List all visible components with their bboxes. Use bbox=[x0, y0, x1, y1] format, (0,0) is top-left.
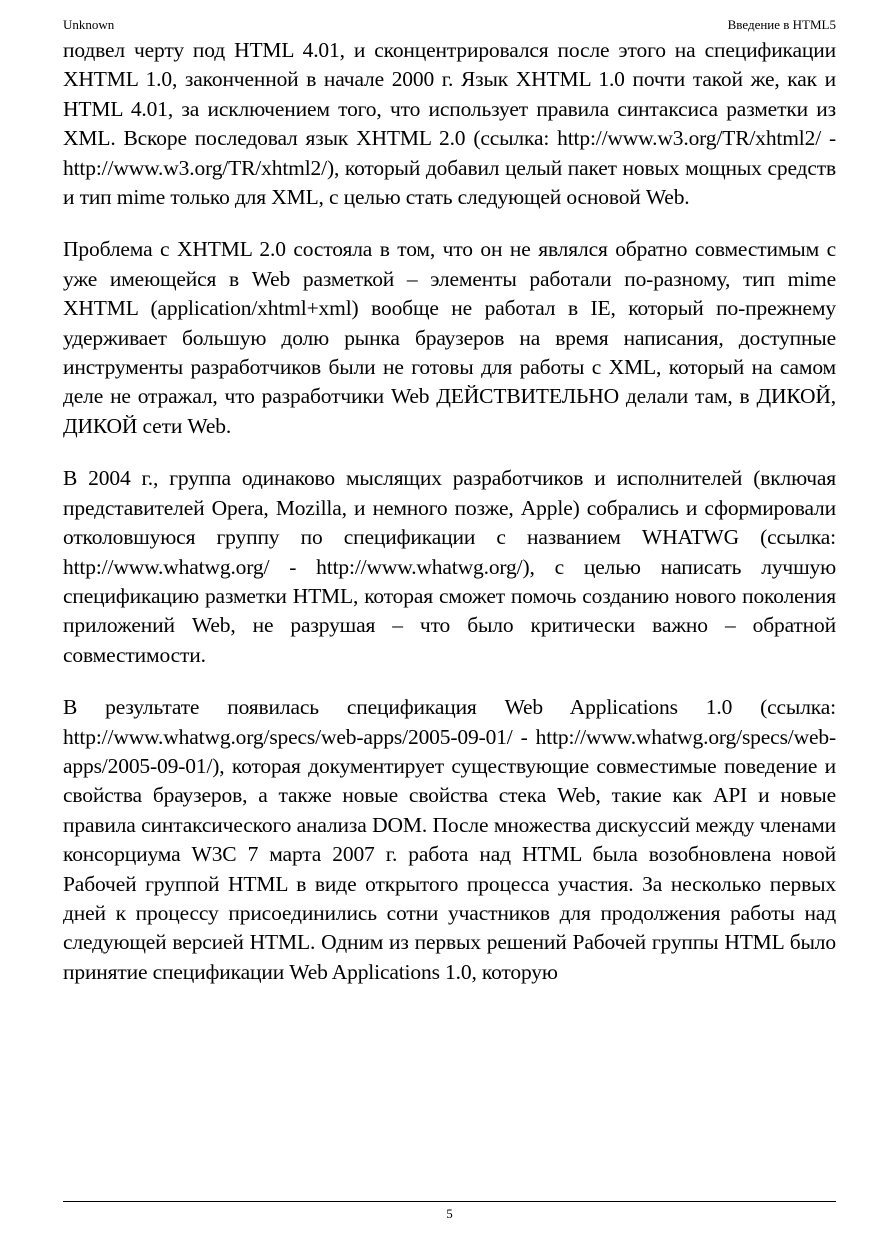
page-header bbox=[63, 16, 836, 34]
document-body bbox=[63, 36, 836, 1010]
header-title: Введение в HTML5 bbox=[727, 17, 836, 32]
paragraph-xhtml-history: подвел черту под HTML 4.01, и сконцентрировался после этого на спецификации XHTML 1.0, законченной в начале 2000 г. Язык XHTML 1.0 почти такой же, как и HTML 4.01, за исключением того, что использует правила синтаксиса разметки из XML. Вскоре последовал язык XHTML 2.0 (ссылка: http://www.w3.org/TR/xhtml2/ - http://www.w3.org/TR/xhtml2/), который добавил целый пакет новых мощных средств и тип mime только для XML, с целью стать следующей основой Web. bbox=[63, 38, 836, 210]
footer-divider bbox=[63, 1201, 836, 1202]
paragraph-xhtml2-problem: Проблема с XHTML 2.0 состояла в том, что он не являлся обратно совместимым с уже имеющейся в Web разметкой – элементы работали по-разному, тип mime XHTML (application/xhtml+xml) вообще не работал в IE, который по-прежнему удерживает большую долю рынка браузеров на время написания, доступные инструменты разработчиков были не готовы для работы с XML, который на самом деле не отражал, что разработчики Web ДЕЙСТВИТЕЛЬНО делали там, в ДИКОЙ, ДИКОЙ сети Web. bbox=[63, 237, 836, 438]
paragraph-web-applications: В результате появилась спецификация Web Applications 1.0 (ссылка: http://www.whatwg.org/specs/web-apps/2005-09-01/ - http://www.whatwg.org/specs/web-apps/2005-09-01/), которая документирует существующие совместимые поведение и свойства браузеров, а также новые свойства стека Web, такие как API и новые правила синтаксического анализа DOM. После множества дискуссий между членами консорциума W3C 7 марта 2007 г. работа над HTML была возобновлена новой Рабочей группой HTML в виде открытого процесса участия. За несколько первых дней к процессу присоединились сотни участников для продолжения работы над следующей версией HTML. Одним из первых решений Рабочей группы HTML было принятие спецификации Web Applications 1.0, которую bbox=[63, 695, 836, 984]
header-author: Unknown bbox=[63, 17, 115, 32]
page-number: 5 bbox=[446, 1206, 453, 1221]
paragraph-whatwg: В 2004 г., группа одинаково мыслящих разработчиков и исполнителей (включая представителей Opera, Mozilla, и немного позже, Apple) собрались и сформировали отколовшуюся группу по спецификации с названием WHATWG (ссылка: http://www.whatwg.org/ - http://www.whatwg.org/), с целью написать лучшую спецификацию разметки HTML, которая сможет помочь созданию нового поколения приложений Web, не разрушая – что было критически важно – обратной совместимости. bbox=[63, 466, 836, 667]
